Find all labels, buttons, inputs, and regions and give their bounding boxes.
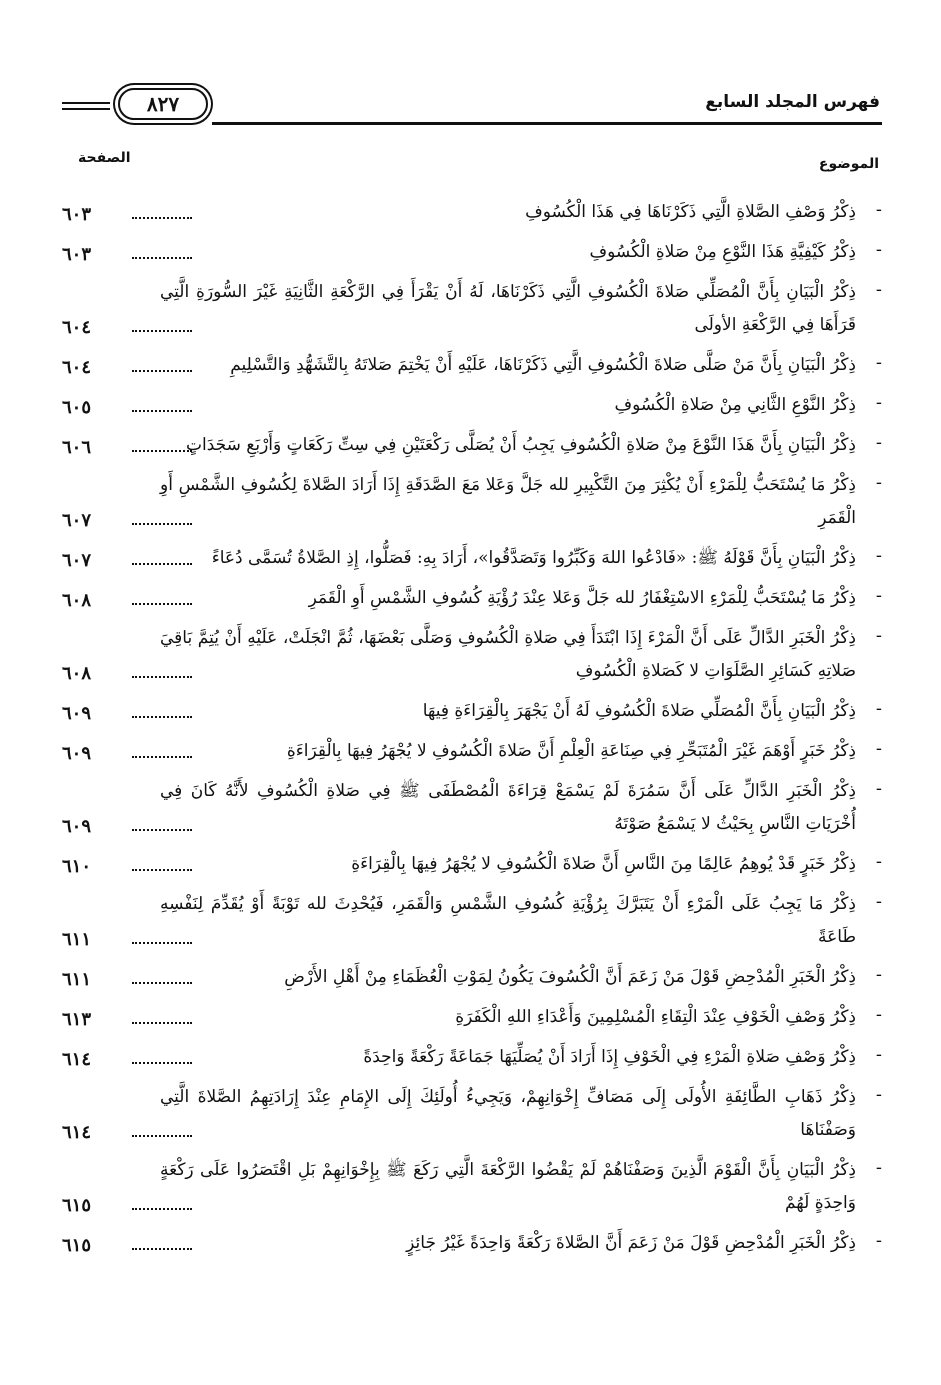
entry-title: ذِكْرُ الْبَيَانِ بِأَنَّ هَذَا النَّوْعَ مِنْ صَلاةِ الْكُسُوفِ يَجِبُ أَنْ يُصَلَّى رَكْعَتَيْنِ فِي سِتِّ رَكَعَاتٍ وَأَرْبَعِ سَجَدَاتٍ: [186, 435, 856, 455]
dot-leader: [132, 716, 192, 718]
dot-leader: [132, 1135, 192, 1137]
entry-title: ذِكْرُ النَّوْعِ الثَّانِي مِنْ صَلاةِ الْكُسُوفِ: [614, 395, 856, 415]
toc-entry: [62, 276, 882, 342]
toc-entry: [62, 695, 882, 728]
entry-title: ذِكْرُ الْخَبَرِ الدَّالِّ عَلَى أَنَّ سَمُرَةَ لَمْ يَسْمَعْ قِرَاءَةَ الْمُصْطَفَى ﷺ فِي صَلاةِ الْكُسُوفِ لأَنَّهُ كَانَ فِي أُخْرَيَاتِ النَّاسِ بِحَيْثُ لا يَسْمَعُ صَوْتَهُ: [160, 781, 856, 834]
toc-entry: [62, 196, 882, 229]
entry-title: ذِكْرُ مَا يُسْتَحَبُّ لِلْمَرْءِ الاسْتِغْفَارُ لله جَلَّ وَعَلا عِنْدَ رُؤْيَةِ كُسُوفِ الشَّمْسِ أَوِ الْقَمَرِ: [308, 588, 856, 608]
dot-leader: [132, 410, 192, 412]
entry-page-number: ٦١٠: [62, 856, 92, 877]
entry-dash: -: [875, 738, 882, 759]
entry-title: ذِكْرُ وَصْفِ صَلاةِ الْمَرْءِ فِي الْخَوْفِ إِذَا أَرَادَ أَنْ يُصَلِّيَهَا جَمَاعَةً رَكْعَةً وَاحِدَةً: [363, 1047, 856, 1067]
toc-entry: [62, 469, 882, 535]
entry-dash: -: [875, 392, 882, 413]
entry-dash: -: [875, 778, 882, 799]
toc-entry: [62, 1227, 882, 1260]
dot-leader: [132, 603, 192, 605]
entry-page-number: ٦١١: [62, 969, 92, 990]
dot-leader: [132, 450, 192, 452]
entry-dash: -: [875, 698, 882, 719]
entry-page-number: ٦٠٦: [62, 437, 92, 458]
dot-leader: [132, 869, 192, 871]
dot-leader: [132, 330, 192, 332]
header-rule-left-bottom: [62, 108, 110, 110]
dot-leader: [132, 257, 192, 259]
entry-dash: -: [875, 1004, 882, 1025]
dot-leader: [132, 523, 192, 525]
toc-entry: [62, 775, 882, 841]
page-header: [62, 84, 882, 130]
entry-dash: -: [875, 851, 882, 872]
entry-dash: -: [875, 352, 882, 373]
toc-entry: [62, 1081, 882, 1147]
entry-dash: -: [875, 432, 882, 453]
dot-leader: [132, 829, 192, 831]
entry-dash: -: [875, 1044, 882, 1065]
entry-title: ذِكْرُ كَيْفِيَّةِ هَذَا النَّوْعِ مِنْ صَلاةِ الْكُسُوفِ: [589, 242, 856, 262]
toc-entry: [62, 1001, 882, 1034]
toc-entry: [62, 961, 882, 994]
dot-leader: [132, 756, 192, 758]
table-of-contents: [62, 196, 882, 1267]
column-heading-topic: الموضوع: [818, 156, 879, 172]
entry-page-number: ٦١٤: [62, 1122, 92, 1143]
entry-dash: -: [875, 1084, 882, 1105]
entry-page-number: ٦١٥: [62, 1235, 92, 1256]
toc-entry: [62, 888, 882, 954]
toc-entry: [62, 542, 882, 575]
entry-dash: -: [875, 239, 882, 260]
entry-title: ذِكْرُ الْبَيَانِ بِأَنَّ الْمُصَلِّي صَلاةَ الْكُسُوفِ لَهُ أَنْ يَجْهَرَ بِالْقِرَاءَةِ فِيهَا: [422, 701, 856, 721]
running-title: فهرس المجلد السابع: [705, 92, 880, 112]
entry-page-number: ٦٠٨: [62, 590, 92, 611]
dot-leader: [132, 563, 192, 565]
entry-title: ذِكْرُ الْبَيَانِ بِأَنَّ الْقَوْمَ الَّذِينَ وَصَفْنَاهُمْ لَمْ يَقْضُوا الرَّكْعَةَ الَّتِي رَكَعَ ﷺ بِإِخْوَانِهِمْ بَلِ اقْتَصَرُوا عَلَى رَكْعَةٍ وَاحِدَةٍ لَهُمْ: [160, 1160, 856, 1213]
toc-entry: [62, 582, 882, 615]
entry-page-number: ٦٠٨: [62, 663, 92, 684]
entry-title: ذِكْرُ الْخَبَرِ الْمُدْحِضِ قَوْلَ مَنْ زَعَمَ أَنَّ الْكُسُوفَ يَكُونُ لِمَوْتِ الْعُظَمَاءِ مِنْ أَهْلِ الأَرْضِ: [284, 967, 856, 987]
dot-leader: [132, 1248, 192, 1250]
entry-dash: -: [875, 1230, 882, 1251]
entry-dash: -: [875, 625, 882, 646]
entry-title: ذِكْرُ الْبَيَانِ بِأَنَّ قَوْلَهُ ﷺ: «فَادْعُوا اللهَ وَكَبِّرُوا وَتَصَدَّقُوا»، أَرَادَ بِهِ: فَصَلُّوا، إِذِ الصَّلاةُ تُسَمَّى دُعَاءً: [211, 548, 856, 568]
dot-leader: [132, 942, 192, 944]
entry-page-number: ٦٠٤: [62, 317, 92, 338]
toc-entry: [62, 848, 882, 881]
entry-page-number: ٦٠٥: [62, 397, 92, 418]
entry-title: ذِكْرُ الْخَبَرِ الْمُدْحِضِ قَوْلَ مَنْ زَعَمَ أَنَّ الصَّلاةَ رَكْعَةً وَاحِدَةً غَيْرُ جَائِزٍ: [406, 1233, 856, 1253]
entry-page-number: ٦١٥: [62, 1195, 92, 1216]
header-rule-left-top: [62, 102, 110, 104]
toc-entry: [62, 429, 882, 462]
dot-leader: [132, 1062, 192, 1064]
entry-page-number: ٦١١: [62, 929, 92, 950]
entry-dash: -: [875, 891, 882, 912]
entry-title: ذِكْرُ الْبَيَانِ بِأَنَّ الْمُصَلِّي صَلاةَ الْكُسُوفِ الَّتِي ذَكَرْنَاهَا، لَهُ أَنْ يَقْرَأَ فِي الرَّكْعَةِ الثَّانِيَةِ غَيْرَ السُّورَةِ الَّتِي قَرَأَهَا فِي الرَّكْعَةِ الأولَى: [160, 282, 856, 335]
toc-entry: [62, 349, 882, 382]
entry-page-number: ٦٠٩: [62, 743, 92, 764]
entry-page-number: ٦٠٧: [62, 510, 92, 531]
entry-title: ذِكْرُ الْخَبَرِ الدَّالِّ عَلَى أَنَّ الْمَرْءَ إِذَا ابْتَدَأَ فِي صَلاةِ الْكُسُوفِ وَصَلَّى بَعْضَهَا، ثُمَّ انْجَلَتْ، عَلَيْهِ أَنْ يُتِمَّ بَاقِيَ صَلاتِهِ كَسَائِرِ الصَّلَوَاتِ لا كَصَلاةِ الْكُسُوفِ: [160, 628, 856, 681]
entry-title: ذِكْرُ الْبَيَانِ بِأَنَّ مَنْ صَلَّى صَلاةَ الْكُسُوفِ الَّتِي ذَكَرْنَاهَا، عَلَيْهِ أَنْ يَخْتِمَ صَلاتَهُ بِالتَّشَهُّدِ وَالتَّسْلِيمِ: [230, 355, 856, 375]
entry-page-number: ٦٠٣: [62, 244, 92, 265]
dot-leader: [132, 1208, 192, 1210]
entry-dash: -: [875, 199, 882, 220]
toc-entry: [62, 1154, 882, 1220]
entry-title: ذِكْرُ ذَهَابِ الطَّائِفَةِ الأُولَى إِلَى مَصَافِّ إِخْوَانِهِمْ، وَيَجِيءُ أُولَئِكَ إِلَى الإِمَامِ عِنْدَ إِرَادَتِهِمُ الصَّلاةَ الَّتِي وَصَفْنَاهَا: [160, 1087, 856, 1140]
entry-dash: -: [875, 964, 882, 985]
entry-dash: -: [875, 585, 882, 606]
entry-dash: -: [875, 279, 882, 300]
toc-entry: [62, 1041, 882, 1074]
dot-leader: [132, 217, 192, 219]
entry-title: ذِكْرُ خَبَرٍ قَدْ يُوهِمُ عَالِمًا مِنَ النَّاسِ أَنَّ صَلاةَ الْكُسُوفِ لا يُجْهَرُ فِيهَا بِالْقِرَاءَةِ: [351, 854, 856, 874]
entry-page-number: ٦٠٧: [62, 550, 92, 571]
entry-title: ذِكْرُ مَا يُسْتَحَبُّ لِلْمَرْءِ أَنْ يُكْثِرَ مِنَ التَّكْبِيرِ لله جَلَّ وَعَلا مَعَ الصَّدَقَةِ إِذَا أَرَادَ الصَّلاةَ لِكُسُوفِ الشَّمْسِ أَوِ الْقَمَرِ: [160, 475, 856, 528]
entry-page-number: ٦٠٩: [62, 816, 92, 837]
entry-page-number: ٦٠٣: [62, 204, 92, 225]
column-heading-page: الصفحة: [78, 150, 131, 166]
entry-page-number: ٦٠٩: [62, 703, 92, 724]
dot-leader: [132, 370, 192, 372]
entry-title: ذِكْرُ وَصْفِ الصَّلاةِ الَّتِي ذَكَرْنَاهَا فِي هَذَا الْكُسُوفِ: [525, 202, 856, 222]
entry-dash: -: [875, 472, 882, 493]
entry-title: ذِكْرُ خَبَرٍ أَوْهَمَ غَيْرَ الْمُتَبَحِّرِ فِي صِنَاعَةِ الْعِلْمِ أَنَّ صَلاةَ الْكُسُوفِ لا يُجْهَرُ فِيهَا بِالْقِرَاءَةِ: [286, 741, 856, 761]
page-number-badge: ٨٢٧: [118, 88, 208, 120]
entry-dash: -: [875, 545, 882, 566]
dot-leader: [132, 982, 192, 984]
entry-title: ذِكْرُ مَا يَجِبُ عَلَى الْمَرْءِ أَنْ يَتَبَرَّكَ بِرُؤْيَةِ كُسُوفِ الشَّمْسِ وَالْقَمَرِ، فَيُحْدِثَ لله تَوْبَةً أَوْ يُقَدِّمَ لِنَفْسِهِ طَاعَةً: [160, 894, 856, 947]
entry-page-number: ٦١٣: [62, 1009, 92, 1030]
toc-entry: [62, 389, 882, 422]
toc-entry: [62, 735, 882, 768]
entry-page-number: ٦١٤: [62, 1049, 92, 1070]
entry-dash: -: [875, 1157, 882, 1178]
dot-leader: [132, 1022, 192, 1024]
toc-entry: [62, 622, 882, 688]
toc-entry: [62, 236, 882, 269]
header-rule: [212, 122, 882, 125]
entry-page-number: ٦٠٤: [62, 357, 92, 378]
entry-title: ذِكْرُ وَصْفِ الْخَوْفِ عِنْدَ الْتِقَاءِ الْمُسْلِمِينَ وَأَعْدَاءِ اللهِ الْكَفَرَةِ: [455, 1007, 856, 1027]
dot-leader: [132, 676, 192, 678]
